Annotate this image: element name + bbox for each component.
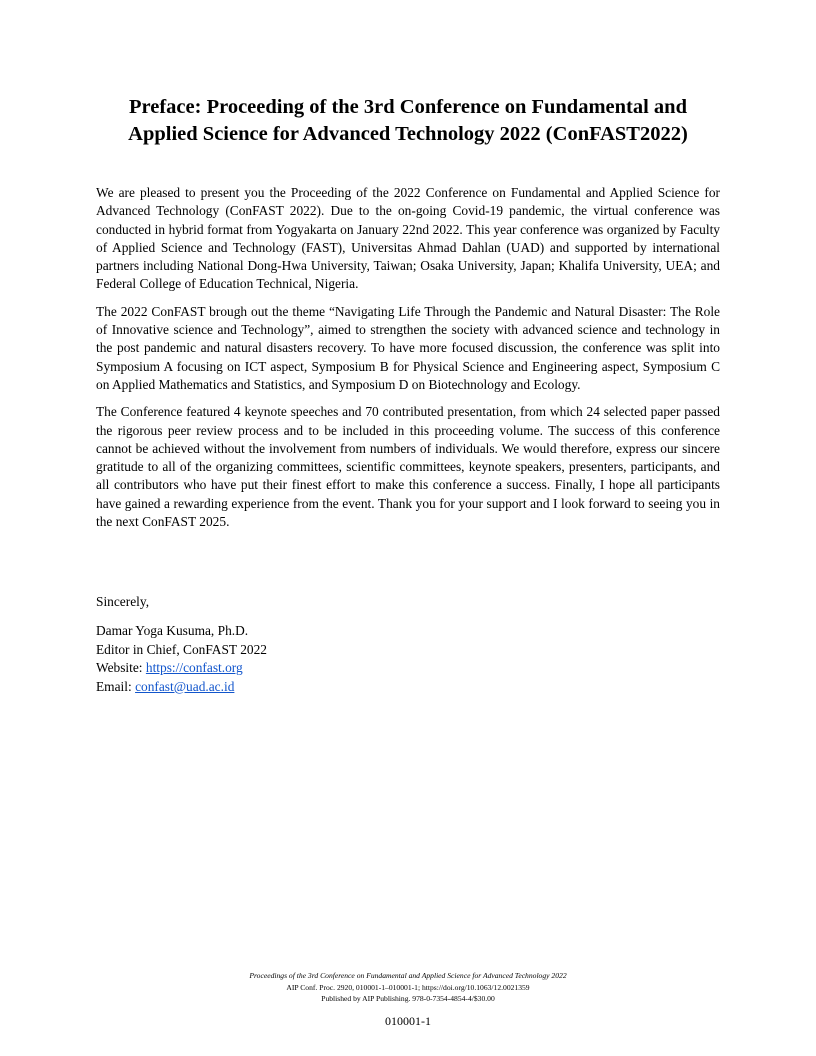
- website-link[interactable]: https://confast.org: [145, 660, 243, 675]
- closing-salutation: Sincerely,: [96, 594, 150, 609]
- website-label: Website:: [96, 660, 143, 675]
- signer-role: Editor in Chief, ConFAST 2022: [96, 641, 267, 657]
- paragraph-acknowledgement: The Conference featured 4 keynote speeches and 70 contributed presentation, from which 24 selected paper passed the rigorous peer review process and to be included in this proceeding volume. The success of this conference cannot be achieved without the involvement from numbers of individuals. We would therefore, express our sincere gratitude to all of the organizing committees, scientific committees, keynote speakers, presenters, participants, and all contributors who have put their finest effort to make this conference a success. Finally, I hope all participants have gained a rewarding experience from the event. Thank you for your support and I look forward to seeing you in the next ConFAST 2025.: [96, 404, 720, 530]
- preface-body: [96, 184, 720, 540]
- email-link[interactable]: confast@uad.ac.id: [135, 678, 235, 694]
- email-line: [96, 678, 267, 697]
- footer-publisher: Published by AIP Publishing. 978-0-7354-4854-4/$30.00: [321, 994, 495, 1003]
- page-number: 010001-1: [385, 1014, 431, 1028]
- signature-block: [96, 622, 267, 696]
- paragraph-intro: We are pleased to present you the Proceeding of the 2022 Conference on Fundamental and Applied Science for Advanced Technology (ConFAST 2022). Due to the on-going Covid-19 pandemic, the virtual conference was conducted in hybrid format from Yogyakarta on January 22nd 2022. This year conference was organized by Faculty of Applied Science and Technology (FAST), Universitas Ahmad Dahlan (UAD) and supported by international partners including National Dong-Hwa University, Taiwan; Osaka University, Japan; Khalifa University, UEA; and Federal College of Education Technical, Nigeria.: [96, 185, 720, 292]
- website-line: [96, 659, 267, 678]
- title-line-2: Applied Science for Advanced Technology 2022 (ConFAST2022): [128, 123, 688, 145]
- page-footer: [150, 970, 666, 1005]
- footer-journal: Proceedings of the 3rd Conference on Fundamental and Applied Science for Advanced Technology 2022: [249, 971, 567, 980]
- email-label: Email:: [96, 678, 132, 694]
- footer-citation: AIP Conf. Proc. 2920, 010001-1–010001-1; https://doi.org/10.1063/12.0021359: [286, 982, 530, 992]
- signer-name: Damar Yoga Kusuma, Ph.D.: [96, 623, 249, 638]
- paragraph-theme: The 2022 ConFAST brough out the theme “Navigating Life Through the Pandemic and Natural Disaster: The Role of Innovative science and Technology”, aimed to strengthen the society with advanced science and technology in the post pandemic and natural disasters recovery. To have more focused discussion, the conference was split into Symposium A focusing on ICT aspect, Symposium B for Physical Science and Engineering aspect, Symposium C on Applied Mathematics and Statistics, and Symposium D on Biotechnology and Ecology.: [96, 303, 720, 392]
- page-title: [60, 94, 756, 148]
- title-line-1: Preface: Proceeding of the 3rd Conference on Fundamental and: [129, 96, 687, 118]
